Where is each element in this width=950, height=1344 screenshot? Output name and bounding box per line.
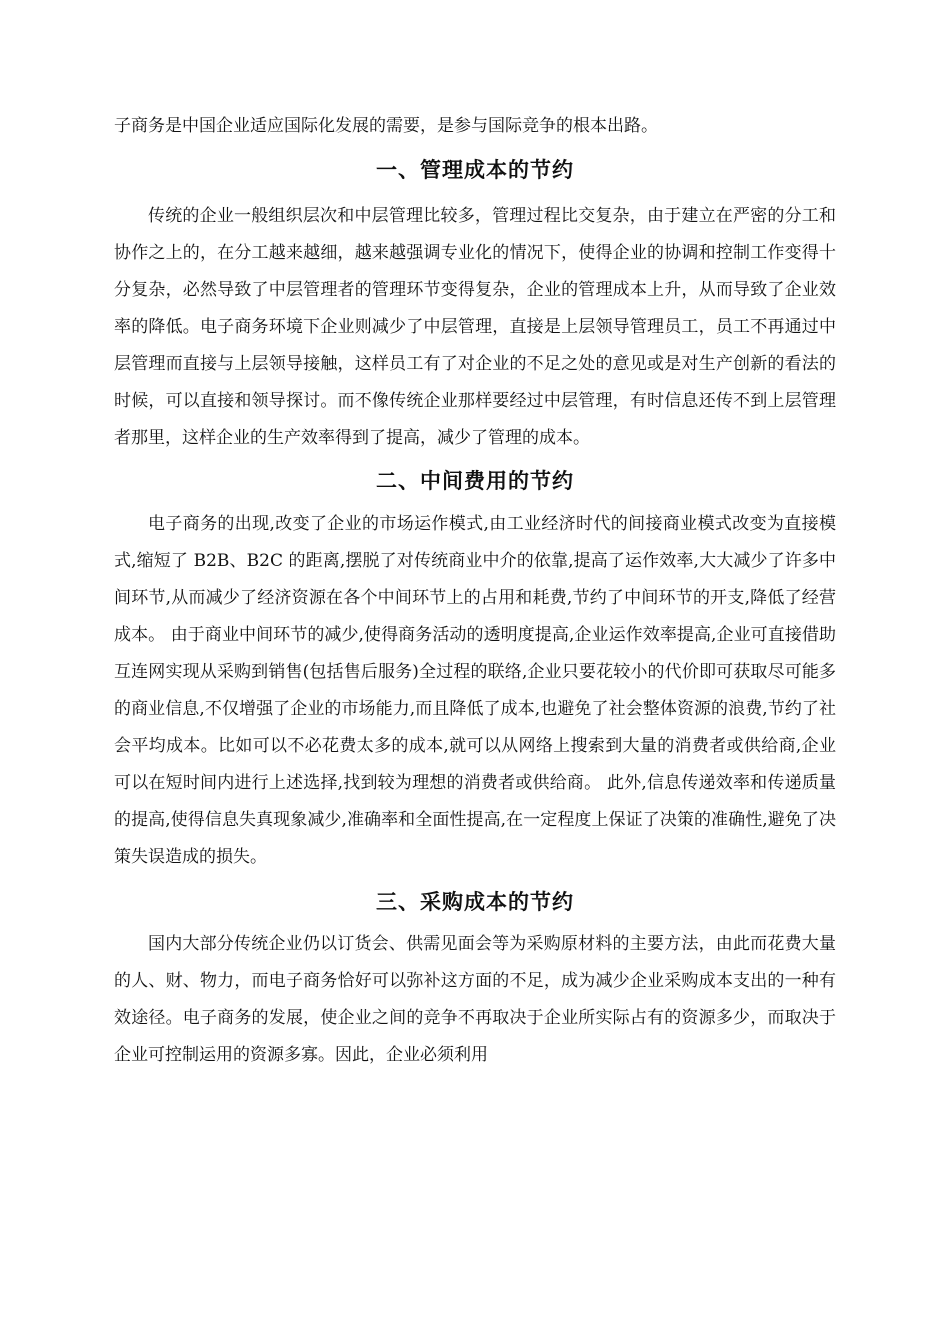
intro-paragraph-tail: 子商务是中国企业适应国际化发展的需要，是参与国际竞争的根本出路。 — [114, 116, 658, 136]
section-heading-intermediate-cost: 二、中间费用的节约 — [376, 469, 574, 493]
section-body-management-cost: 传统的企业一般组织层次和中层管理比较多，管理过程比交复杂，由于建立在严密的分工和协作之上的，在分工越来越细，越来越强调专业化的情况下，使得企业的协调和控制工作变得十分复杂，必然导致了中层管理者的管理环节变得复杂，企业的管理成本上升，从而导致了企业效率的降低。电子商务环境下企业则减少了中层管理，直接是上层领导管理员工，员工不再通过中层管理而直接与上层领导接触，这样员工有了对企业的不足之处的意见或是对生产创新的看法的时候，可以直接和领导探讨。而不像传统企业那样要经过中层管理，有时信息还传不到上层管理者那里，这样企业的生产效率得到了提高，减少了管理的成本。 — [114, 206, 836, 448]
page-content — [114, 108, 836, 1074]
section-body-procurement-cost: 国内大部分传统企业仍以订货会、供需见面会等为采购原材料的主要方法，由此而花费大量的人、财、物力，而电子商务恰好可以弥补这方面的不足，成为减少企业采购成本支出的一种有效途径。电子商务的发展，使企业之间的竞争不再取决于企业所实际占有的资源多少，而取决于企业可控制运用的资源多寡。因此，企业必须利用 — [114, 934, 836, 1065]
section-body-intermediate-cost: 电子商务的出现,改变了企业的市场运作模式,由工业经济时代的间接商业模式改变为直接模式,缩短了 B2B、B2C 的距离,摆脱了对传统商业中介的依靠,提高了运作效率,大大减少了许多中间环节,从而减少了经济资源在各个中间环节上的占用和耗费,节约了中间环节的开支,降低了经营成本。 由于商业中间环节的减少,使得商务活动的透明度提高,企业运作效率提高,企业可直接借助互连网实现从采购到销售(包括售后服务)全过程的联络,企业只要花较小的代价即可获取尽可能多的商业信息,不仅增强了企业的市场能力,而且降低了成本,也避免了社会整体资源的浪费,节约了社会平均成本。比如可以不必花费太多的成本,就可以从网络上搜索到大量的消费者或供给商,企业可以在短时间内进行上述选择,找到较为理想的消费者或供给商。 此外,信息传递效率和传递质量的提高,使得信息失真现象减少,准确率和全面性提高,在一定程度上保证了决策的准确性,避免了决策失误造成的损失。 — [114, 514, 836, 867]
section-heading-management-cost: 一、管理成本的节约 — [376, 158, 574, 182]
section-heading-procurement-cost: 三、采购成本的节约 — [376, 890, 574, 914]
